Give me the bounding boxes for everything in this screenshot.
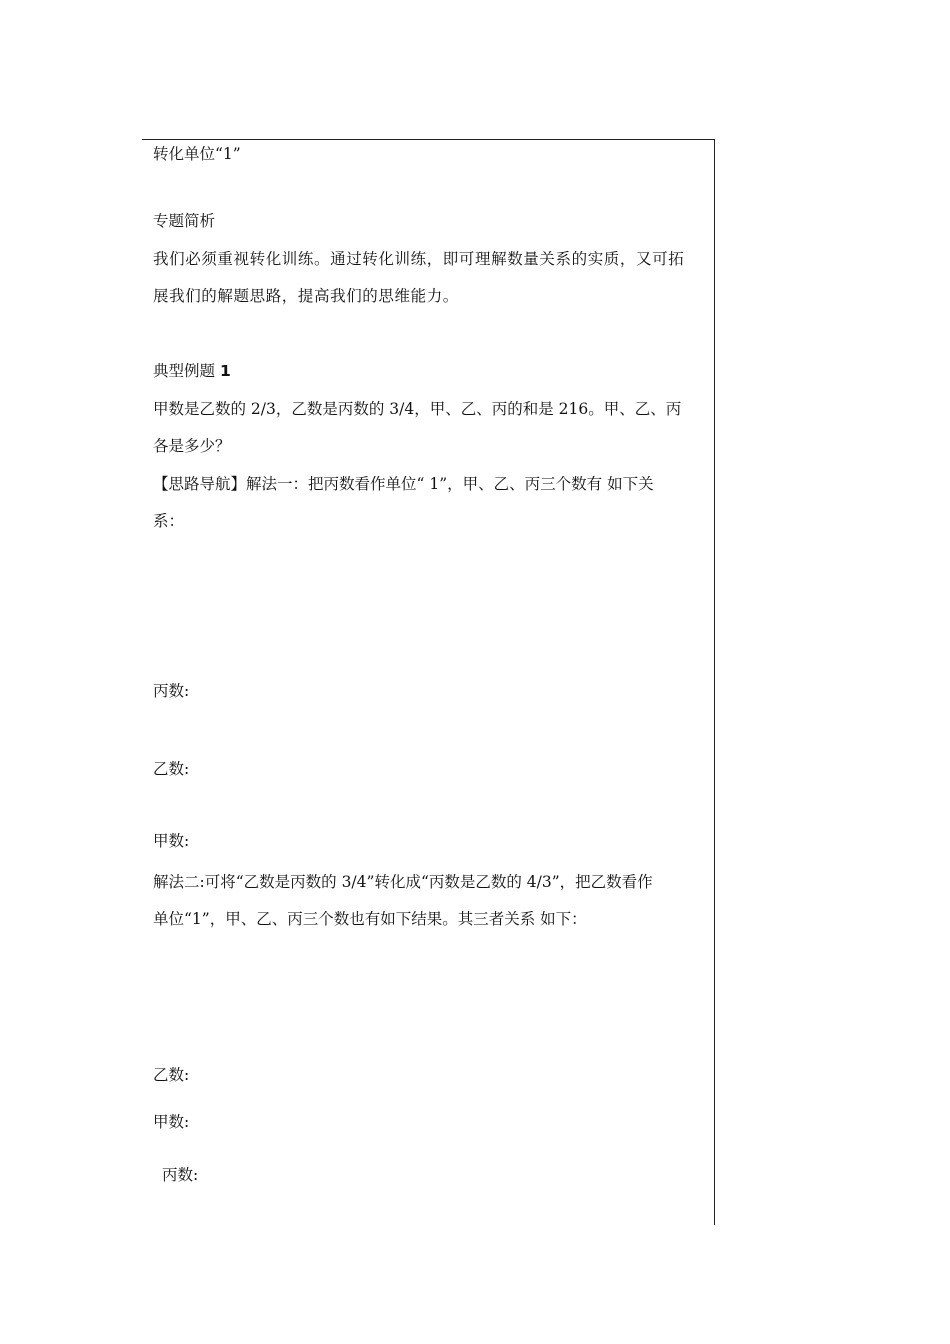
problem-line-2: 各是多少？: [153, 437, 231, 455]
method2-line-1: 解法二:可将“乙数是丙数的 3/4”转化成“丙数是乙数的 4/3”，把乙数看作: [153, 873, 653, 891]
doc-title: [153, 147, 241, 163]
example-heading: [153, 364, 231, 380]
method2-label-yi: 乙数:: [153, 1066, 190, 1084]
example-heading-prefix: 典型例题: [153, 362, 220, 380]
doc-title-text: 转化单位“1”: [153, 145, 241, 163]
example-heading-number: 1: [219, 362, 231, 380]
method1-label-yi: 乙数:: [153, 760, 190, 778]
intro-line-2: 展我们的解题思路，提高我们的思维能力。: [153, 287, 459, 305]
method1-line-1: 【思路导航】解法一：把丙数看作单位“ 1”，甲、乙、丙三个数有 如下关: [153, 475, 654, 493]
section-title: 专题简析: [153, 212, 216, 230]
method1-line-2: 系：: [153, 512, 185, 530]
method2-label-bing: 丙数:: [162, 1166, 199, 1184]
method1-label-jia: 甲数:: [153, 832, 190, 850]
frame-right-border: [714, 139, 715, 1225]
intro-line-1: 我们必须重视转化训练。通过转化训练，即可理解数量关系的实质，又可拓: [153, 250, 685, 268]
method1-label-bing: 丙数:: [153, 682, 190, 700]
problem-line-1: 甲数是乙数的 2/3，乙数是丙数的 3/4，甲、乙、丙的和是 216。甲、乙、丙: [153, 400, 682, 418]
method2-line-2: 单位“1”，甲、乙、丙三个数也有如下结果。其三者关系 如下：: [153, 910, 587, 928]
frame-top-border: [142, 139, 715, 140]
method2-label-jia: 甲数:: [153, 1113, 190, 1131]
